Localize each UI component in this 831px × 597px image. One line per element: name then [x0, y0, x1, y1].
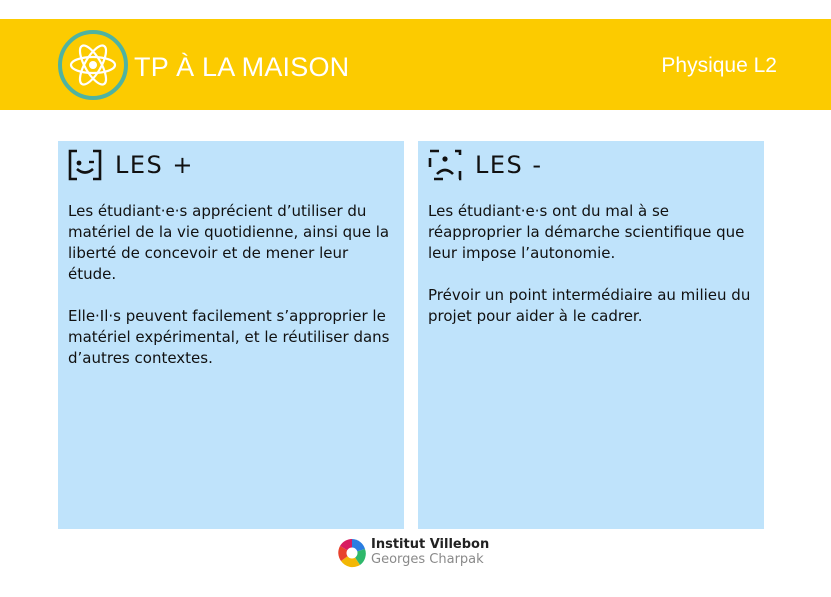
- cons-title: LES -: [475, 151, 543, 179]
- pros-title: LES +: [115, 151, 195, 179]
- smiley-face-icon: [68, 149, 102, 181]
- pros-paragraph-1: Les étudiant·e·s apprécient d’utiliser du matériel de la vie quotidienne, ainsi que la liberté de concevoir et de mener leur étude.: [68, 202, 390, 283]
- atom-icon: [57, 29, 129, 101]
- pros-text: [68, 201, 396, 390]
- cons-header: [428, 149, 543, 181]
- sad-face-icon: [428, 149, 462, 181]
- pros-paragraph-2: Elle·Il·s peuvent facilement s’approprier le matériel expérimental, et le réutiliser dans d’autres contextes.: [68, 307, 390, 367]
- institut-villebon-logo: [336, 537, 368, 569]
- course-subject: Physique L2: [661, 54, 777, 77]
- cons-panel: [418, 141, 764, 529]
- pros-panel: [58, 141, 404, 529]
- institution-line-2: Georges Charpak: [371, 552, 484, 567]
- page-title: TP À LA MAISON: [134, 52, 350, 82]
- institution-line-1: Institut Villebon: [371, 537, 490, 552]
- pros-header: [68, 149, 194, 181]
- cons-text: [428, 201, 756, 348]
- header-banner: [0, 19, 831, 110]
- cons-paragraph-1: Les étudiant·e·s ont du mal à se réapproprier la démarche scientifique que leur impose l’autonomie.: [428, 202, 745, 262]
- institution-name: [371, 537, 489, 567]
- cons-paragraph-2: Prévoir un point intermédiaire au milieu du projet pour aider à le cadrer.: [428, 286, 751, 325]
